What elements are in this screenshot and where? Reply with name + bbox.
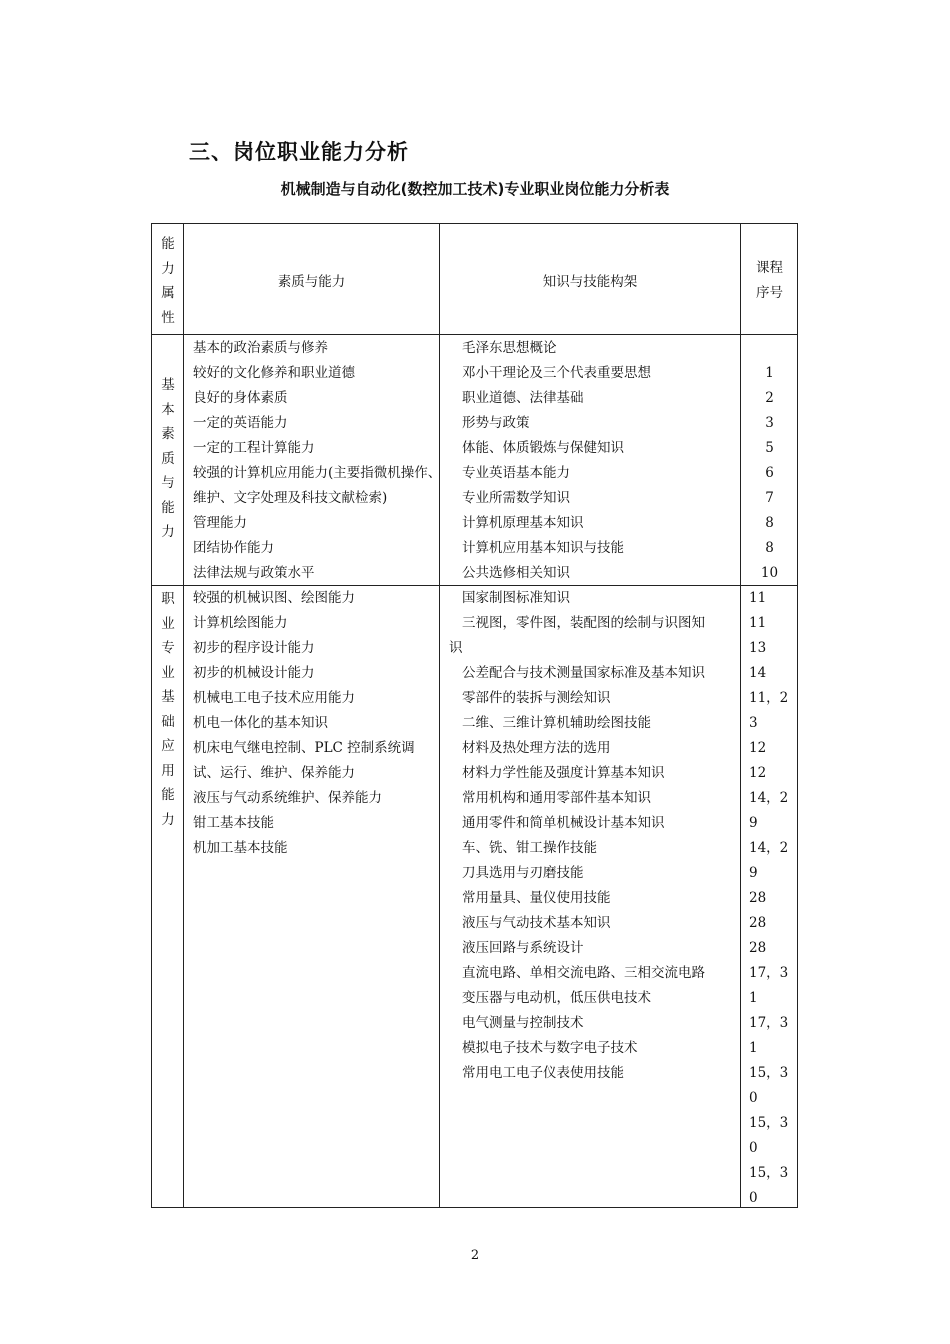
list-item: 0 [749, 1090, 758, 1106]
row2-attribute-char: 能 [161, 787, 175, 803]
row2-attribute-char: 业 [161, 615, 175, 632]
list-item: 材料及热处理方法的选用 [462, 740, 611, 756]
list-item: 计算机应用基本知识与技能 [462, 540, 624, 556]
list-item: 机电一体化的基本知识 [193, 715, 328, 731]
list-item: 初步的程序设计能力 [193, 640, 315, 656]
row2-attribute-char: 用 [161, 762, 175, 779]
list-item: 10 [760, 565, 779, 581]
list-item: 三视图，零件图，装配图的绘制与识图知 [462, 615, 705, 631]
list-item: 较强的机械识图、绘图能力 [193, 590, 355, 606]
row1-course-list [741, 336, 798, 586]
row1-attribute-char: 与 [161, 475, 175, 491]
list-item: 13 [749, 640, 767, 656]
list-item: 8 [765, 540, 774, 556]
header-attribute-char: 属 [161, 285, 175, 301]
list-item: 14，2 [749, 840, 789, 856]
list-item: 毛泽东思想概论 [462, 340, 557, 356]
list-item: 变压器与电动机，低压供电技术 [462, 990, 651, 1006]
list-item: 一定的工程计算能力 [193, 440, 315, 456]
header-knowledge: 知识与技能构架 [542, 274, 638, 290]
list-item: 3 [749, 715, 758, 731]
list-item: 8 [765, 515, 774, 531]
column-divider [183, 224, 184, 1207]
header-course-line: 序号 [756, 285, 783, 301]
list-item: 5 [765, 440, 774, 456]
list-item: 15，3 [749, 1065, 789, 1081]
list-item: 体能、体质锻炼与保健知识 [462, 440, 624, 456]
header-course-line: 课程 [756, 260, 783, 276]
row2-attribute-char: 力 [161, 811, 175, 828]
row2-attribute-char: 应 [161, 738, 175, 754]
list-item: 液压回路与系统设计 [462, 940, 584, 956]
list-item: 公差配合与技术测量国家标准及基本知识 [462, 665, 705, 681]
list-item: 较好的文化修养和职业道德 [193, 365, 355, 381]
list-item: 1 [749, 1040, 758, 1056]
row-divider [152, 334, 797, 335]
list-item: 常用量具、量仪使用技能 [462, 890, 611, 906]
header-attribute-char: 能 [161, 236, 175, 252]
list-item: 直流电路、单相交流电路、三相交流电路 [462, 965, 705, 981]
list-item: 邓小干理论及三个代表重要思想 [462, 365, 651, 381]
header-course-no [741, 256, 798, 306]
list-item: 刀具选用与刃磨技能 [462, 865, 584, 881]
row1-attribute-char: 能 [161, 499, 175, 516]
row2-course-list [749, 586, 788, 1211]
header-attribute-char: 性 [161, 309, 175, 326]
row1-attribute-char: 基 [161, 377, 175, 393]
list-item: 公共选修相关知识 [462, 565, 570, 581]
row2-quality-list [193, 586, 415, 861]
list-item: 常用电工电子仪表使用技能 [462, 1065, 624, 1081]
list-item: 电气测量与控制技术 [462, 1015, 584, 1031]
list-item: 6 [765, 465, 774, 481]
row2-knowledge-list [449, 586, 705, 1086]
list-item: 11 [749, 590, 767, 606]
list-item: 钳工基本技能 [193, 815, 274, 831]
list-item: 17，3 [749, 965, 789, 981]
list-item: 17，3 [749, 1015, 789, 1031]
list-item: 12 [749, 740, 767, 756]
list-item: 试、运行、维护、保养能力 [193, 765, 355, 781]
list-item: 机械电工电子技术应用能力 [193, 690, 355, 706]
list-item: 3 [765, 415, 774, 431]
list-item: 0 [749, 1140, 758, 1156]
row1-attribute-char: 本 [161, 401, 175, 418]
list-item: 14 [749, 665, 767, 681]
list-item: 初步的机械设计能力 [193, 665, 315, 681]
list-item: 液压与气动系统维护、保养能力 [193, 790, 382, 806]
list-item: 车、铣、钳工操作技能 [462, 840, 597, 856]
list-item: 模拟电子技术与数字电子技术 [462, 1040, 638, 1056]
list-item: 良好的身体素质 [193, 390, 288, 406]
list-item: 12 [749, 765, 767, 781]
row2-attribute-char: 业 [161, 664, 175, 681]
list-item: 法律法规与政策水平 [193, 565, 315, 581]
row1-attribute-char: 素 [161, 426, 175, 442]
row1-attribute-char: 力 [161, 524, 175, 540]
list-item: 形势与政策 [462, 415, 530, 431]
list-item: 常用机构和通用零部件基本知识 [462, 790, 651, 806]
list-item: 0 [749, 1190, 758, 1206]
list-item: 计算机原理基本知识 [462, 515, 584, 531]
header-attribute-char: 力 [161, 260, 175, 277]
list-item: 1 [749, 990, 758, 1006]
list-item: 28 [749, 940, 767, 956]
list-item: 维护、文字处理及科技文献检索) [193, 490, 388, 506]
list-item [741, 336, 798, 361]
list-item: 材料力学性能及强度计算基本知识 [462, 765, 665, 781]
list-item: 较强的计算机应用能力(主要指微机操作、 [193, 465, 442, 481]
list-item: 28 [749, 915, 767, 931]
table-title: 机械制造与自动化(数控加工技术)专业职业岗位能力分析表 [280, 180, 670, 198]
list-item: 液压与气动技术基本知识 [462, 915, 611, 931]
page-number: 2 [470, 1248, 480, 1263]
row2-attribute [153, 587, 183, 832]
header-quality: 素质与能力 [277, 274, 346, 290]
section-heading: 三、岗位职业能力分析 [189, 140, 409, 164]
list-item: 11，2 [749, 690, 789, 706]
list-item: 基本的政治素质与修养 [193, 340, 328, 356]
list-item: 识 [449, 640, 463, 656]
row2-attribute-char: 基 [161, 689, 175, 705]
list-item: 15，3 [749, 1115, 789, 1131]
list-item: 14，2 [749, 790, 789, 806]
list-item: 28 [749, 890, 767, 906]
list-item: 15，3 [749, 1165, 789, 1181]
list-item: 机床电气继电控制、PLC 控制系统调 [193, 740, 415, 756]
list-item: 机加工基本技能 [193, 840, 288, 856]
list-item: 二维、三维计算机辅助绘图技能 [462, 715, 651, 731]
row1-attribute-char: 质 [161, 450, 175, 467]
list-item: 11 [749, 615, 767, 631]
list-item: 通用零件和简单机械设计基本知识 [462, 815, 665, 831]
list-item: 专业英语基本能力 [462, 465, 570, 481]
list-item: 团结协作能力 [193, 540, 274, 556]
list-item: 1 [765, 365, 774, 381]
list-item: 一定的英语能力 [193, 415, 288, 431]
row2-attribute-char: 础 [161, 713, 175, 730]
list-item: 国家制图标准知识 [462, 590, 570, 606]
list-item: 零部件的装拆与测绘知识 [462, 690, 611, 706]
list-item: 管理能力 [193, 515, 247, 531]
row1-quality-list [193, 336, 441, 586]
row1-knowledge-list [462, 336, 651, 586]
list-item: 7 [765, 490, 774, 506]
list-item: 专业所需数学知识 [462, 490, 570, 506]
ability-analysis-table [151, 223, 798, 1208]
list-item: 2 [765, 390, 774, 406]
row2-attribute-char: 专 [161, 640, 175, 656]
list-item: 职业道德、法律基础 [462, 390, 584, 406]
list-item: 9 [749, 865, 758, 881]
row2-attribute-char: 职 [161, 591, 175, 607]
list-item: 9 [749, 815, 758, 831]
header-attribute [153, 232, 183, 330]
list-item: 计算机绘图能力 [193, 615, 288, 631]
row1-attribute [153, 373, 183, 545]
